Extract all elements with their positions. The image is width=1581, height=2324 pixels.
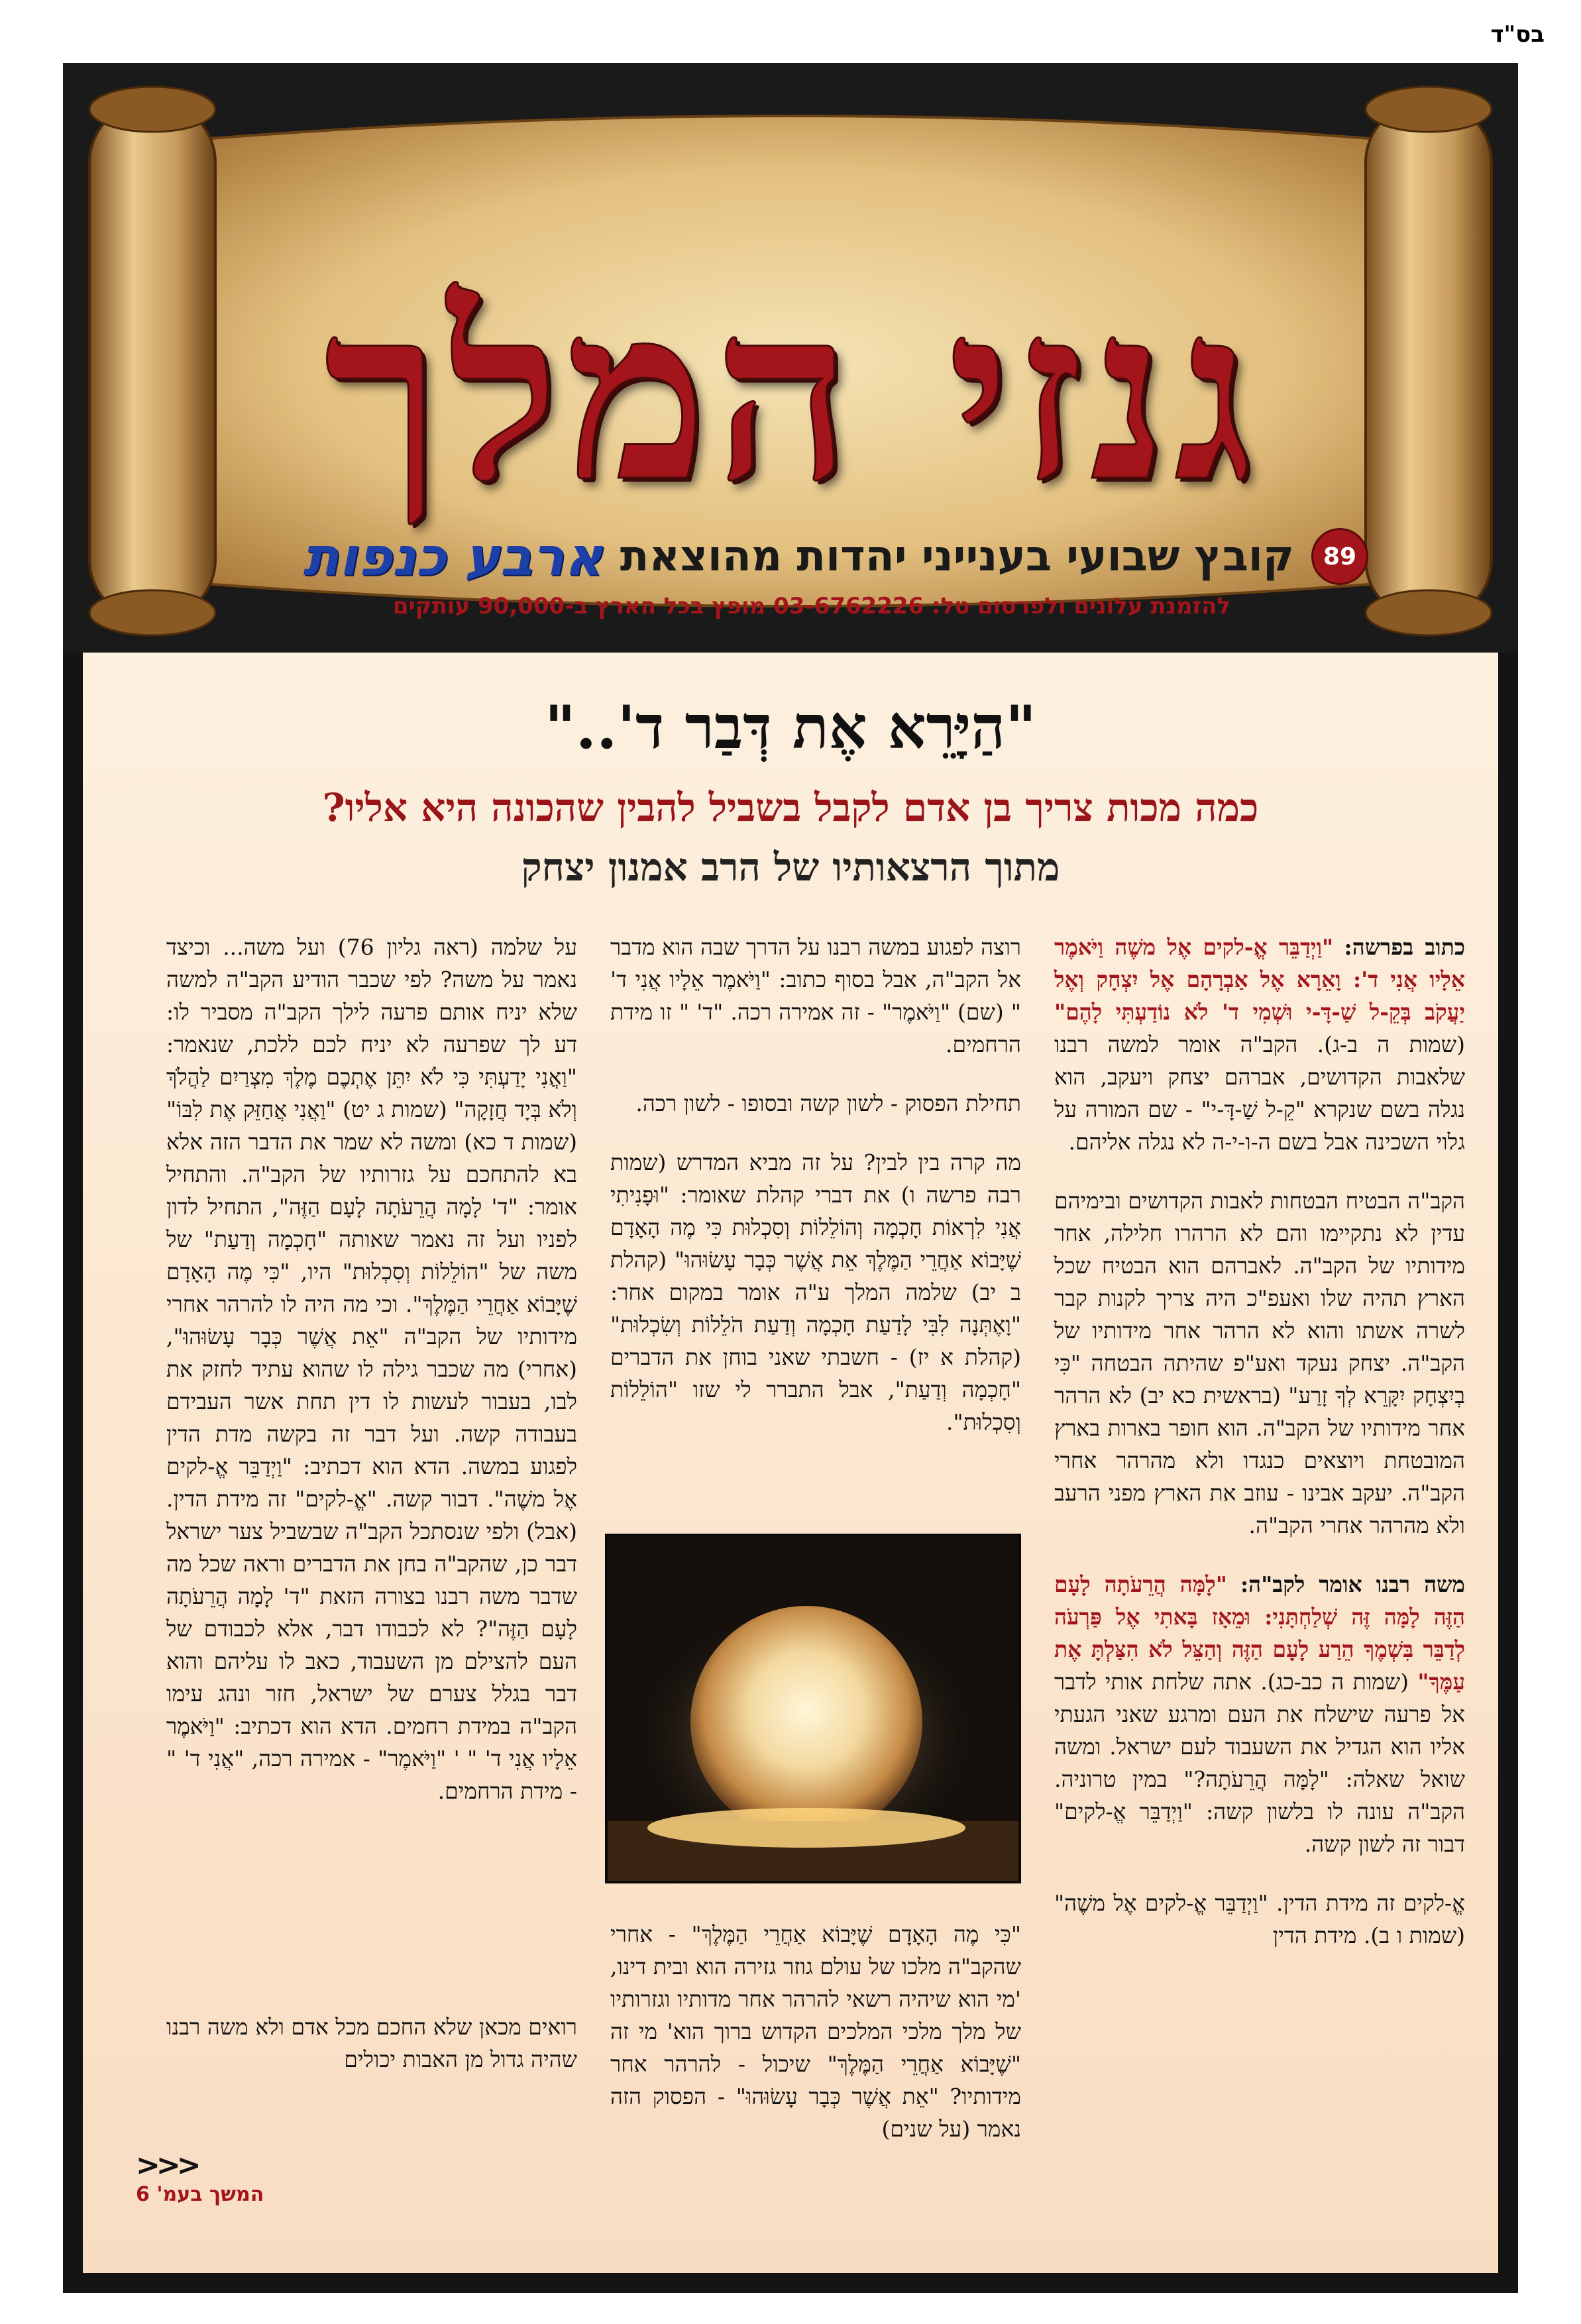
explosion-illustration <box>608 1536 1018 1881</box>
column-left-end <box>166 2011 577 2102</box>
explosion-photo <box>605 1534 1021 1883</box>
column-middle-continued <box>610 1918 1021 2145</box>
paragraph: תחילת הפסוק - לשון קשה ובסופו - לשון רכה. <box>635 1090 1021 1116</box>
verse-quote: "לָמָּה הֲרֵעֹתָה לָעָם הַזֶּה לָמָּה זֶּה שְׁלַחְתָּנִי: וּמֵאָז בָּאתִי אֶל פַּרְעֹה לְדַבֵּר בִּשְׁמֶךָ הֵרַע לָעָם הַזֶּה וְהַצֵּל לֹא הִצַּלְתָּ אֶת עַמֶּךָ" <box>1054 1571 1465 1695</box>
issue-number-badge: 89 <box>1311 528 1368 585</box>
paragraph: מה קרה בין לבין? על זה מביא המדרש (שמות רבה פרשה ו) את דברי קהלת שאומר: "וּפָנִיתִי אֲנִי לִרְאוֹת חָכְמָה וְהוֹלֵלוֹת וְסִכְלוּת כִּי מֶה הָאָדָם שֶׁיָּבוֹא אַחֲרֵי הַמֶּלֶךְ אֵת אֲשֶׁר כְּבָר עָשׂוּהוּ" (קהלת ב יב) שלמה המלך ע"ה אומר במקום אחר: "וָאֶתְּנָה לִבִּי לָדַעַת חָכְמָה וְדַעַת הֹלֵלוֹת וְשִׂכְלוּת" (קהלת א יז) - חשבתי שאני בוחן את הדברים "חָכְמָה וְדַעַת", אבל התברר לי שזו "הוֹלֵלוֹת וְסִכְלוּת". <box>610 1149 1021 1435</box>
verse-quote: "וַיְדַבֵּר אֱ-לקים אֶל משֶׁה וַיֹּאמֶר אֵלָיו אֲנִי ד': וָאֵרָא אֶל אַבְרָהָם אֶל יִצְחָק וְאֶל יַעֲקֹב בְּקֵ-ל שַׁ-דָּ-י וּשְׁמִי ד' לֹא נוֹדַעְתִּי לָהֶם" <box>1054 934 1465 1025</box>
article-area <box>83 653 1498 2273</box>
column-right <box>1054 931 1465 2256</box>
corner-label: בס"ד <box>1490 21 1545 48</box>
paragraph-text: (שמות ה ב-ג). הקב"ה אומר למשה רבנו שלאבות הקדושים, אברהם יצחק ויעקב, הוא נגלה בשם שנקרא "קֵ-ל שַׁ-דָּ-י" - שם המורה על גלוי השכינה אבל בשם ה-ו-י-ה לא נגלה אליהם. <box>1054 1031 1465 1155</box>
paragraph: רוצה לפגוע במשה רבנו על הדרך שבה הוא מדבר אל הקב"ה, אבל בסוף כתוב: "וַיֹּאמֶר אֵלָיו אֲנִי ד' " (שם) "וַיֹּאמֶר" - זה אמירה רכה. "ד' " זו מידת הרחמים. <box>610 934 1021 1057</box>
masthead-tagline: קובץ שבועי בענייני יהדות מהוצאת <box>620 532 1294 581</box>
paragraph-text: (שמות ה כב-כג). אתה שלחת אותי לדבר אל פרעה שישלח את העם ומרגע שאני הגעתי אליו הוא הגדיל את השעבוד לעם ישראל. ומשה שואל שאלה: "לָמָּה הֲרֵעֹתָה?" במין טרוניה. הקב"ה עונה לו בלשון קשה: "וַיְדַבֵּר אֱ-לקים" דבור זה לשון קשה. <box>1054 1669 1465 1857</box>
masthead-subline <box>229 527 1368 586</box>
paragraph: הקב"ה הבטיח הבטחות לאבות הקדושים ובימיהם עדין לא נתקיימו והם לא הרהרו חלילה, אחר מידותיו של הקב"ה. לאברהם הוא הבטיח שכל הארץ תהיה שלו ואעפ"כ היה צריך לקנות קבר לשרה אשתו והוא לא הרהר אחר מידותיו של הקב"ה. יצחק נעקד ואע"פ שהיתה הבטחה "כִּי בְיִצְחָק יִקָּרֵא לְךָ זָרַע" (בראשית כא יב) לא הרהר אחר מידותיו של הקב"ה. הוא חופר בארות בארץ המובטחת ויוצאים כנגדו ולא מהרהר אחרי הקב"ה. יעקב אבינו - עוזב את הארץ מפני הרעב ולא מהרהר אחרי הקב"ה. <box>1054 1188 1465 1538</box>
masthead-title: גנזי המלך <box>324 254 1260 534</box>
masthead <box>63 63 1518 653</box>
paragraph: אֱ-לקים זה מידת הדין. "וַיְדַבֵּר אֱ-לקים אֶל משֶׁה" (שמות ו ב). מידת הדין <box>1054 1890 1465 1948</box>
article-headline: "הַיָּרֵא אֶת דְּבַר ד'.." <box>544 692 1037 763</box>
paragraph-lead: משה רבנו אומר לקב"ה: <box>1240 1571 1465 1597</box>
paragraph: על שלמה (ראה גליון 76) ועל משה... וכיצד נאמר על משה? לפי שכבר הודיע הקב"ה למשה שלא יניח אותם פרעה לילך הקב"ה מסביר לו: דע לך שפרעה לא יניח לכם ללכת, שנאמר: "וַאֲנִי יָדַעְתִּי כִּי לֹא יִתֵּן אֶתְכֶם מֶלֶךְ מִצְרַיִם לַהֲלֹךְ וְלֹא בְּיָד חֲזָקָה" (שמות ג יט) "וַאֲנִי אֲחַזֵּק אֶת לִבּוֹ" (שמות ד כא) ומשה לא שמר את הדבר הזה אלא בא להתחכם על גזרותיו של הקב"ה. והתחיל אומר: "ד' לָמָה הֲרֵעֹתָה לָעָם הַזֶּה", התחיל לדון לפניו ועל זה נאמר שאותה "חָכְמָה וְדַעַת" של משה של "הוֹלֵלוֹת וְסִכְלוּת" היו, "כִּי מֶה הָאָדָם שֶׁיָּבוֹא אַחֲרֵי הַמֶּלֶךְ". וכי מה היה לו להרהר אחרי מידותיו של הקב"ה "אֵת אֲשֶׁר כְּבָר עָשׂוּהוּ", (אחרי) מה שכבר גילה לו שהוא עתיד לחזק את לבו, בעבור לעשות לו דין תחת אשר העבידם בעבודה קשה. ועל דבר זה בקשה מדת הדין לפגוע במשה. הדא הוא דכתיב: "וַיְדַבֵּר אֱ-לקים אֶל משֶׁה". דבור קשה. "אֱ-לקים" זה מידת הדין. (אבל) ולפי שנסתכל הקב"ה שבשביל צער ישראל דבר כן, שהקב"ה בחן את הדברים וראה שכל מה שדבר משה רבנו בצורה הזאת "ד' לָמָה הֲרֵעֹתָה לָעָם הַזֶּה"? לא לכבודו דבר, אלא לכבודם של העם להצילם מן השעבוד, כאב לו עליהם והוא דבר בגלל צערם של ישראל, חזר ונהג עימו הקב"ה במידת רחמים. הדא הוא דכתיב: "וַיֹּאמֶר אֵלָיו אֲנִי ד' " ' "וַיֹּאמֶר" - אמירה רכה, "אֲנִי ד' " - מידת הרחמים. <box>166 934 577 1804</box>
paragraph-lead: כתוב בפרשה: <box>1344 934 1466 960</box>
paragraph: "כִּי מֶה הָאָדָם שֶׁיָּבוֹא אַחֲרֵי הַמֶּלֶךְ" - אחרי שהקב"ה מלכו של עולם גוזר גזירה הוא ובית דינו, 'מי הוא שיהיה רשאי להרהר אחר מדותיו וגזרותיו של מלך מלכי המלכים הקדוש ברוך הוא' מי זה "שֶׁיָּבוֹא אַחֲרֵי הַמֶּלֶךְ" שיכול - להרהר אחר מידותיו? "אֵת אֲשֶׁר כְּבָר עָשׂוּהוּ" - הפסוק הזה נאמר (על שנים) <box>610 1921 1021 2142</box>
paragraph: רואים מכאן שלא החכם מכל אדם ולא משה רבנו שהיה גדול מן האבות יכולים <box>166 2014 577 2072</box>
publisher-logo: ארבע כנפות <box>303 525 603 588</box>
continue-note: המשך בעמ' 6 <box>136 2183 264 2206</box>
paragraph <box>1054 931 1465 1158</box>
article-subhead-source: מתוך הרצאותיו של הרב אמנון יצחק <box>521 845 1060 890</box>
article-subhead-question: כמה מכות צריך בן אדם לקבל בשביל להבין שהכונה היא אליו? <box>322 785 1259 830</box>
continue-arrows-icon: <<< <box>136 2148 197 2182</box>
paragraph <box>1054 1568 1465 1860</box>
contact-line: להזמנת עלונים ולפרסום טל: 03-6762226 מופץ בכל הארץ ב-90,000 עותקים <box>392 593 1231 619</box>
title-area <box>209 235 1375 553</box>
